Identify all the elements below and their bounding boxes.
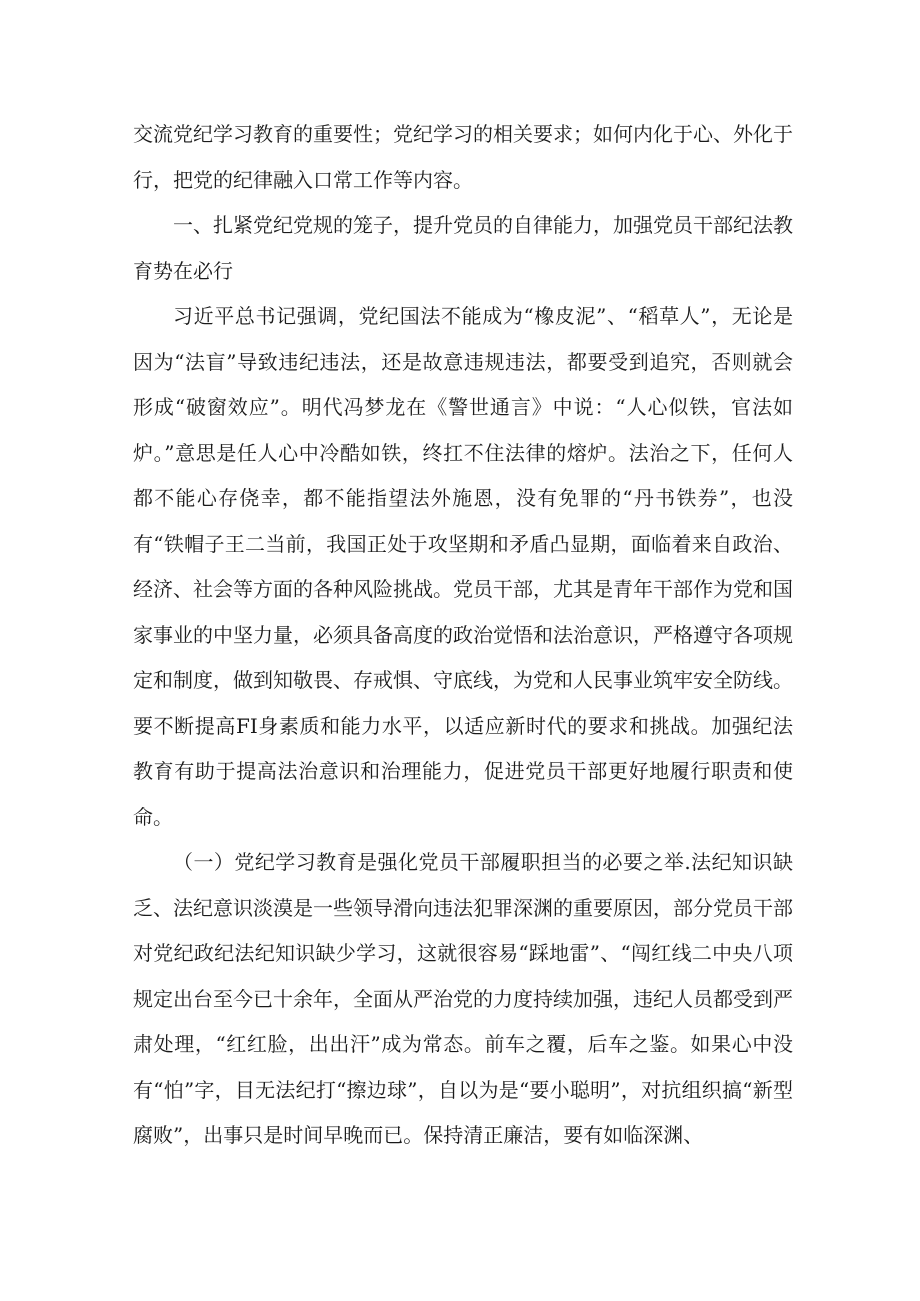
paragraph-continuation: 交流党纪学习教育的重要性；党纪学习的相关要求；如何内化于心、外化于行，把党的纪律融入口常工作等内容。 — [133, 122, 793, 192]
subsection-paragraph: （一）党纪学习教育是强化党员干部履职担当的必要之举.法纪知识缺乏、法纪意识淡漠是一些领导滑向违法犯罪深渊的重要原因，部分党员干部对党纪政纪法纪知识缺少学习，这就很容易“踩地雷”、“闯红线二中央八项规定出台至今已十余年，全面从严治党的力度持续加强，违纪人员都受到严肃处理，“红红脸，出出汗”成为常态。前车之覆，后车之鉴。如果心中没有“怕”字，目无法纪打“擦边球”，自以为是“要小聪明”，对抗组织搞“新型腐败”，出事只是时间早晚而已。保持清正廉洁，要有如临深渊、 — [133, 850, 793, 1147]
paragraph-body: 习近平总书记强调，党纪国法不能成为“橡皮泥”、“稻草人”，无论是因为“法盲”导致违纪违法，还是故意违规违法，都要受到追究，否则就会形成“破窗效应”。明代冯梦龙在《警世通言》中说：“人心似铁，官法如炉。”意思是任人心中冷酷如铁，终扛不住法律的熔炉。法治之下，任何人都不能心存侥幸，都不能指望法外施恩，没有免罪的“丹书铁券”，也没有“铁帽子王二当前，我国正处于攻坚期和矛盾凸显期，面临着来自政治、经济、社会等方面的各种风险挑战。党员干部，尤其是青年干部作为党和国家事业的中坚力量，必须具备高度的政治觉悟和法治意识，严格遵守各项规定和制度，做到知敬畏、存戒惧、守底线，为党和人民事业筑牢安全防线。要不断提高FI身素质和能力水平，以适应新时代的要求和挑战。加强纪法教育有助于提高法治意识和治理能力，促进党员干部更好地履行职责和使命。 — [133, 304, 793, 829]
document-body — [133, 112, 793, 1159]
section-heading: 一、扎紧党纪党规的笼子，提升党员的自律能力，加强党员干部纪法教育势在必行 — [133, 213, 793, 283]
